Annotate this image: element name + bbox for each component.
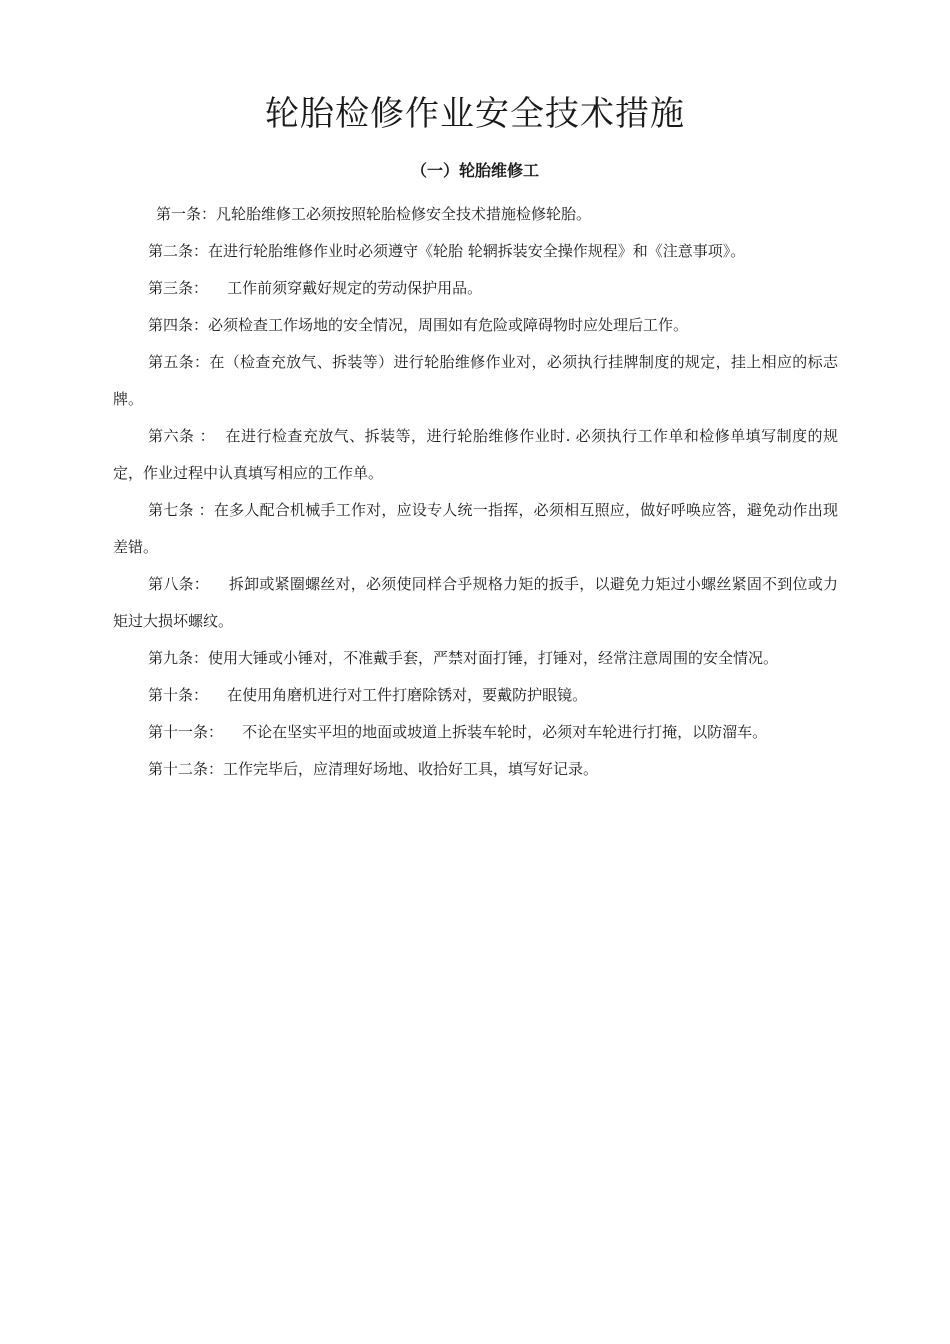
article-8: 第八条： 拆卸或紧圈螺丝对，必须使同样合乎规格力矩的扳手，以避免力矩过小螺丝紧固不到位或力矩过大损坏螺纹。 — [113, 575, 838, 630]
article-7: 第七条 ：在多人配合机械手工作对，应设专人统一指挥，必须相互照应，做好呼唤应答，避免动作出现差错。 — [113, 501, 838, 556]
section-heading: （一）轮胎维修工 — [410, 161, 539, 180]
article-9: 第九条：使用大锤或小锤对，不准戴手套，严禁对面打锤，打锤对，经常注意周围的安全情况。 — [148, 649, 779, 667]
article-5: 第五条：在（检查充放气、拆装等）进行轮胎维修作业对，必须执行挂牌制度的规定，挂上相应的标志牌。 — [113, 353, 838, 408]
article-1: 第一条：凡轮胎维修工必须按照轮胎检修安全技术措施检修轮胎。 — [156, 205, 592, 223]
article-list — [113, 196, 838, 788]
article-4: 第四条：必须检查工作场地的安全情况，周围如有危险或障碍物时应处理后工作。 — [148, 316, 689, 334]
article-3: 第三条： 工作前须穿戴好规定的劳动保护用品。 — [148, 279, 483, 297]
article-12: 第十二条：工作完毕后，应清理好场地、收拾好工具，填写好记录。 — [148, 760, 599, 778]
article-10: 第十条： 在使用角磨机进行对工件打磨除锈对，要戴防护眼镜。 — [148, 686, 588, 704]
article-2: 第二条：在进行轮胎维修作业时必须遵守《轮胎 轮辋拆装安全操作规程》和《注意事项》。 — [148, 242, 746, 260]
article-6: 第六条 ： 在进行检查充放气、拆装等，进行轮胎维修作业时. 必须执行工作单和检修单填写制度的规定，作业过程中认真填写相应的工作单。 — [113, 427, 838, 482]
article-11: 第十一条： 不论在坚实平坦的地面或坡道上拆装车轮时，必须对车轮进行打掩，以防溜车。 — [148, 723, 768, 741]
document-title: 轮胎检修作业安全技术措施 — [265, 94, 685, 134]
